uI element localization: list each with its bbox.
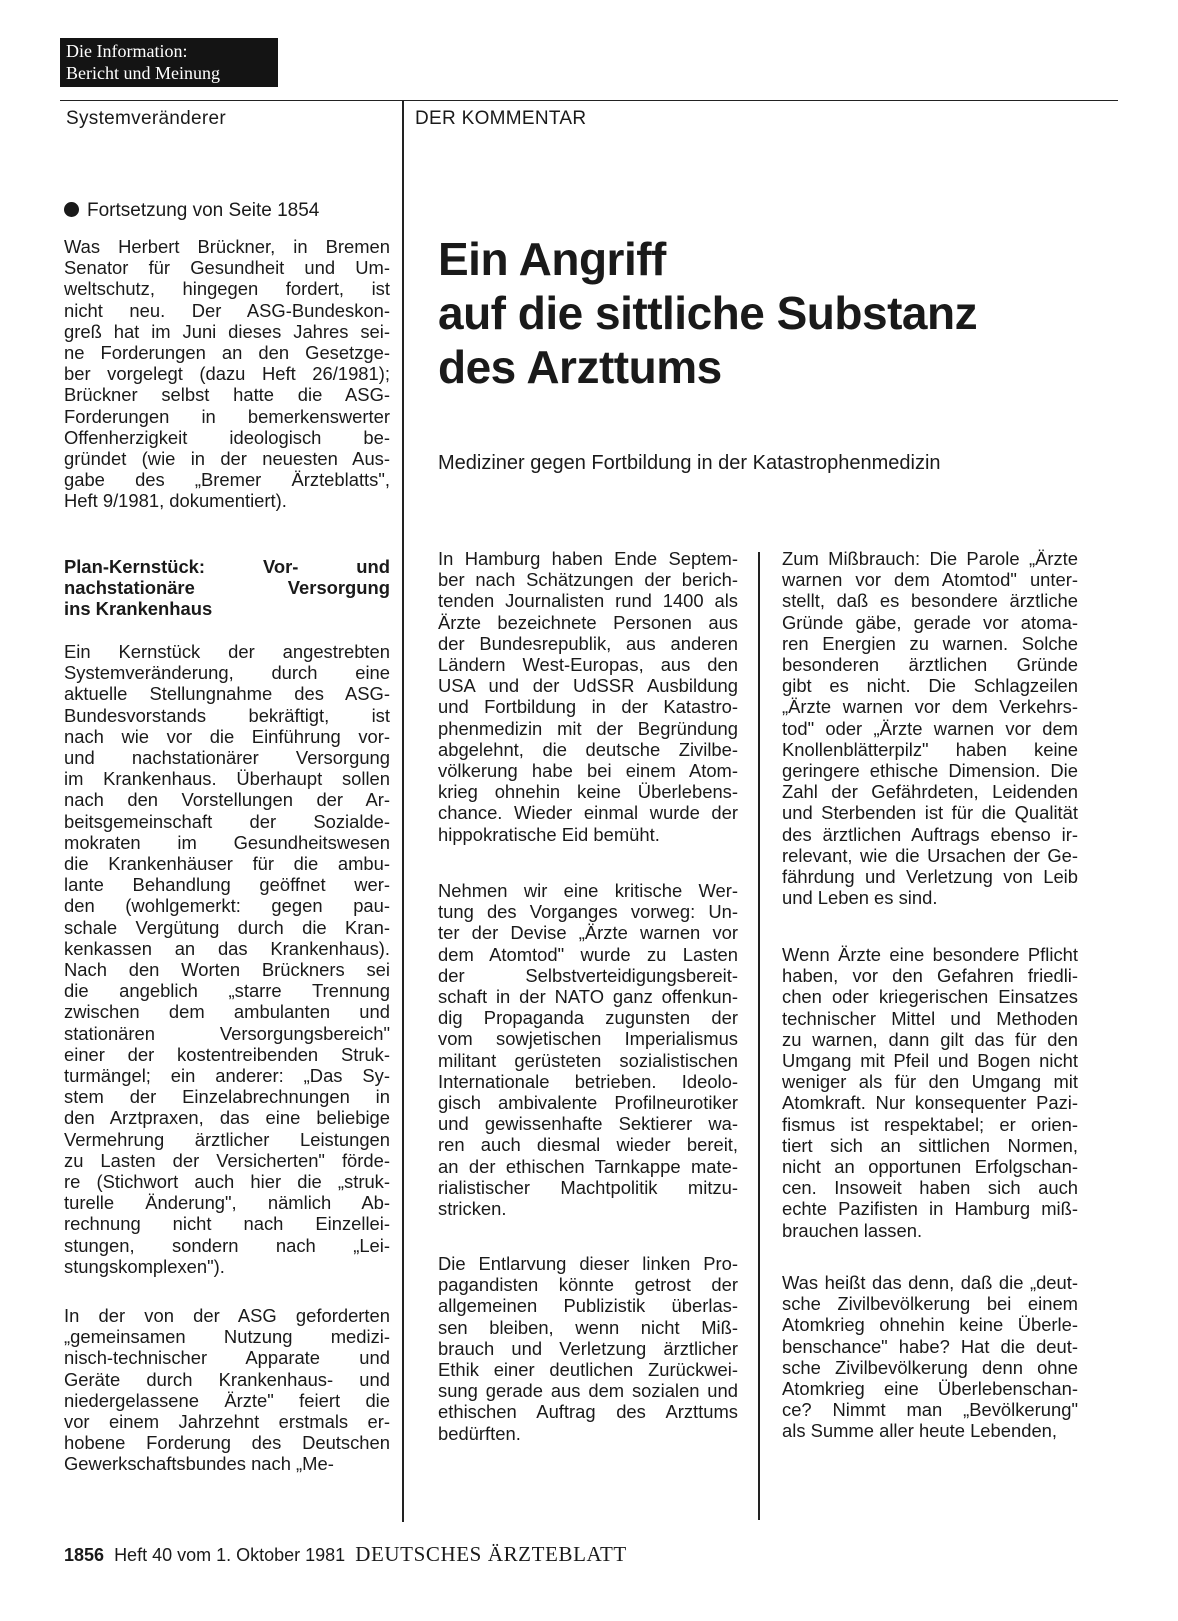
text-line: ins Krankenhaus bbox=[64, 598, 213, 620]
text-line: Was heißt das denn, daß die „deut- bbox=[782, 1272, 1078, 1293]
text-line: ren auch diesmal wieder bereit, bbox=[438, 1134, 738, 1156]
text-line: und gewissenhafte Sektierer wa- bbox=[438, 1113, 738, 1135]
text-line: echte Pazifisten in Hamburg miß- bbox=[782, 1198, 1078, 1220]
text-line: Atomkrieg eine Überlebenschan- bbox=[782, 1378, 1078, 1400]
text-line: Systemveränderung, durch eine bbox=[64, 662, 390, 684]
text-line: Zahl der Gefährdeten, Leidenden bbox=[782, 781, 1078, 803]
col1-paragraph-1 bbox=[64, 236, 390, 512]
headline-line-2: auf die sittliche Substanz bbox=[438, 287, 978, 339]
text-line: nach den Vorstellungen der Ar- bbox=[64, 789, 390, 811]
headline bbox=[438, 232, 1118, 394]
text-line: fismus ist respektabel; er orien- bbox=[782, 1113, 1078, 1135]
text-line: rialistischer Machtpolitik mitzu- bbox=[438, 1176, 738, 1198]
text-line: tiert sich an sittlichen Normen, bbox=[782, 1134, 1078, 1156]
text-line: turelle Änderung", nämlich Ab- bbox=[64, 1192, 390, 1214]
issue-info: Heft 40 vom 1. Oktober 1981 bbox=[114, 1545, 346, 1565]
text-line: an der ethischen Tarnkappe mate- bbox=[438, 1155, 738, 1177]
text-line: haben, vor den Gefahren friedli- bbox=[782, 965, 1078, 987]
text-line: Ethik einer deutlichen Zurückwei- bbox=[438, 1359, 738, 1381]
text-line: Was Herbert Brückner, in Bremen bbox=[64, 236, 390, 257]
text-line: und Fortbildung in der Katastro- bbox=[438, 696, 738, 718]
continuation-text: Fortsetzung von Seite 1854 bbox=[87, 200, 320, 221]
section-label-line-1: Die Information: bbox=[66, 41, 188, 61]
text-line: Plan-Kernstück: Vor- und bbox=[64, 556, 390, 577]
page-footer bbox=[64, 1542, 627, 1567]
text-line: fährdung und Verletzung von Leib bbox=[782, 866, 1078, 888]
bullet-dot-icon bbox=[64, 202, 79, 217]
text-line: nachstationäre Versorgung bbox=[64, 577, 390, 599]
text-line: turmängel; ein anderer: „Das Sy- bbox=[64, 1065, 390, 1087]
text-line: nicht an opportunen Erfolgschan- bbox=[782, 1156, 1078, 1178]
text-line: cen. Insoweit haben sich auch bbox=[782, 1177, 1078, 1199]
text-line: brauchen lassen. bbox=[782, 1219, 923, 1241]
text-line: zu warnen, dann gilt das für den bbox=[782, 1028, 1078, 1050]
text-line: brauch und Verletzung ärztlicher bbox=[438, 1337, 738, 1359]
text-line: des ärztlichen Auftrags ebenso ir- bbox=[782, 823, 1078, 845]
text-line: zu Lasten der Versicherten" förde- bbox=[64, 1149, 390, 1171]
text-line: gisch ambivalente Profilneurotiker bbox=[438, 1092, 738, 1114]
text-line: dig Propaganda zugunsten der bbox=[438, 1007, 738, 1029]
text-line: „gemeinsamen Nutzung medizi- bbox=[64, 1326, 390, 1348]
text-line: besonderen ärztlichen Gründe bbox=[782, 654, 1078, 676]
text-line: In der von der ASG geforderten bbox=[64, 1305, 390, 1326]
text-line: stungskomplexen"). bbox=[64, 1255, 225, 1277]
text-line: stellt, daß es besondere ärztliche bbox=[782, 590, 1078, 612]
col1-paragraph-2 bbox=[64, 641, 390, 1277]
section-label-box bbox=[60, 38, 278, 87]
text-line: beitsgemeinschaft der Sozialde- bbox=[64, 810, 390, 832]
text-line: Gründe gäbe, gerade vor atoma- bbox=[782, 611, 1078, 633]
text-line: rechnung nicht nach Einzellei- bbox=[64, 1213, 390, 1235]
text-line: schaft in der NATO ganz offenkun- bbox=[438, 986, 738, 1008]
col3-paragraph-2 bbox=[782, 944, 1078, 1241]
text-line: chance. Wieder einmal wurde der bbox=[438, 802, 738, 824]
text-line: Ein Kernstück der angestrebten bbox=[64, 641, 390, 662]
text-line: Umgang mit Pfeil und Bogen nicht bbox=[782, 1050, 1078, 1072]
text-line: technischer Mittel und Methoden bbox=[782, 1007, 1078, 1029]
text-line: Forderungen in bemerkenswerter bbox=[64, 405, 390, 427]
text-line: stem der Einzelabrechnungen in bbox=[64, 1086, 390, 1108]
text-line: Zum Mißbrauch: Die Parole „Ärzte bbox=[782, 548, 1078, 569]
text-line: nach wie vor die Einführung vor- bbox=[64, 725, 390, 747]
text-line: im Krankenhaus. Überhaupt sollen bbox=[64, 768, 390, 790]
text-line: relevant, wie die Ursachen der Ge- bbox=[782, 844, 1078, 866]
column-divider-left bbox=[402, 100, 404, 1522]
text-line: einer der kostentreibenden Struk- bbox=[64, 1043, 390, 1065]
text-line: sen bleiben, wenn nicht Miß- bbox=[438, 1316, 738, 1338]
text-line: und Leben es sind. bbox=[782, 887, 938, 909]
commentary-kicker: DER KOMMENTAR bbox=[415, 108, 587, 129]
text-line: Knollenblätterpilz" haben keine bbox=[782, 738, 1078, 760]
text-line: gibt es nicht. Die Schlagzeilen bbox=[782, 675, 1078, 697]
text-line: ber nach Schätzungen der berich- bbox=[438, 569, 738, 591]
text-line: Gewerkschaftsbundes nach „Me- bbox=[64, 1453, 334, 1475]
col2-paragraph-2 bbox=[438, 880, 738, 1219]
text-line: ne Forderungen an den Gesetzge- bbox=[64, 342, 390, 364]
text-line: bedürften. bbox=[438, 1422, 521, 1444]
text-line: nicht neu. Der ASG-Bundeskon- bbox=[64, 299, 390, 321]
text-line: den Arztpraxen, das eine beliebige bbox=[64, 1107, 390, 1129]
text-line: In Hamburg haben Ende Septem- bbox=[438, 548, 738, 569]
text-line: chen oder kriegerischen Einsatzes bbox=[782, 986, 1078, 1008]
section-label-line-2: Bericht und Meinung bbox=[66, 63, 220, 83]
text-line: weltschutz, hingegen fordert, ist bbox=[64, 278, 390, 300]
text-line: als Summe aller heute Lebenden, bbox=[782, 1420, 1058, 1442]
text-line: Bundesvorstands bekräftigt, ist bbox=[64, 704, 390, 726]
text-line: pagandisten könnte getrost der bbox=[438, 1274, 738, 1296]
text-line: vom sowjetischen Imperialismus bbox=[438, 1028, 738, 1050]
text-line: tung des Vorganges vorweg: Un- bbox=[438, 901, 738, 923]
text-line: stungen, sondern nach „Lei- bbox=[64, 1234, 390, 1256]
text-line: Die Entlarvung dieser linken Pro- bbox=[438, 1253, 738, 1274]
text-line: schale Vergütung durch die Kran- bbox=[64, 916, 390, 938]
text-line: die angeblich „starre Trennung bbox=[64, 980, 390, 1002]
text-line: sung gerade aus dem sozialen und bbox=[438, 1380, 738, 1402]
col3-paragraph-1 bbox=[782, 548, 1078, 908]
text-line: phenmedizin mit der Begründung bbox=[438, 717, 738, 739]
text-line: Geräte durch Krankenhaus- und bbox=[64, 1368, 390, 1390]
text-line: stricken. bbox=[438, 1198, 507, 1220]
text-line: mokraten im Gesundheitswesen bbox=[64, 831, 390, 853]
text-line: abgelehnt, die deutsche Zivilbe- bbox=[438, 738, 738, 760]
text-line: ce? Nimmt man „Bevölkerung" bbox=[782, 1399, 1078, 1421]
text-line: greß hat im Juni dieses Jahres sei- bbox=[64, 320, 390, 342]
magazine-name: DEUTSCHES ÄRZTEBLATT bbox=[355, 1542, 627, 1566]
text-line: der Selbstverteidigungsbereit- bbox=[438, 964, 738, 986]
text-line: nisch-technischer Apparate und bbox=[64, 1347, 390, 1369]
text-line: völkerung habe bei einem Atom- bbox=[438, 760, 738, 782]
text-line: hobene Forderung des Deutschen bbox=[64, 1432, 390, 1454]
text-line: aktuelle Stellungnahme des ASG- bbox=[64, 683, 390, 705]
text-line: die Krankenhäuser für die ambu- bbox=[64, 853, 390, 875]
page-number: 1856 bbox=[64, 1545, 105, 1565]
col1-paragraph-3 bbox=[64, 1305, 390, 1475]
text-line: ter der Devise „Ärzte warnen vor bbox=[438, 922, 738, 944]
text-line: kenkassen an das Krankenhaus). bbox=[64, 937, 390, 959]
text-line: hippokratische Eid bemüht. bbox=[438, 823, 660, 845]
left-kicker: Systemveränderer bbox=[66, 108, 227, 129]
column-divider-right bbox=[758, 552, 760, 1520]
continuation-note bbox=[64, 200, 319, 222]
text-line: Atomkraft. Nur konsequenter Pazi- bbox=[782, 1092, 1078, 1114]
text-line: tenden Journalisten rund 1400 als bbox=[438, 590, 738, 612]
text-line: re (Stichwort auch hier die „struk- bbox=[64, 1171, 390, 1193]
text-line: niedergelassene Ärzte" feiert die bbox=[64, 1389, 390, 1411]
text-line: gabe des „Bremer Ärzteblatts", bbox=[64, 469, 390, 491]
text-line: lante Behandlung geöffnet wer- bbox=[64, 874, 390, 896]
text-line: vor einem Jahrzehnt erstmals er- bbox=[64, 1411, 390, 1433]
text-line: allgemeinen Publizistik überlas- bbox=[438, 1295, 738, 1317]
text-line: Brückner selbst hatte die ASG- bbox=[64, 384, 390, 406]
text-line: Ländern West-Europas, aus den bbox=[438, 654, 738, 676]
text-line: Heft 9/1981, dokumentiert). bbox=[64, 490, 287, 512]
text-line: den (wohlgemerkt: gegen pau- bbox=[64, 895, 390, 917]
text-line: benschance" habe? Hat die deut- bbox=[782, 1335, 1078, 1357]
col1-subhead bbox=[64, 556, 390, 620]
text-line: sche Zivilbevölkerung bei einem bbox=[782, 1293, 1078, 1315]
text-line: sche Zivilbevölkerung denn ohne bbox=[782, 1356, 1078, 1378]
text-line: warnen vor dem Atomtod" unter- bbox=[782, 569, 1078, 591]
text-line: Offenherzigkeit ideologisch be- bbox=[64, 426, 390, 448]
top-rule bbox=[60, 100, 1118, 101]
text-line: krieg ohnehin keine Überlebens- bbox=[438, 781, 738, 803]
text-line: Nach den Worten Brückners sei bbox=[64, 959, 390, 981]
text-line: tod" oder „Ärzte warnen vor dem bbox=[782, 717, 1078, 739]
text-line: und Sterbenden ist für die Qualität bbox=[782, 802, 1078, 824]
text-line: zwischen dem ambulanten und bbox=[64, 1001, 390, 1023]
subtitle: Mediziner gegen Fortbildung in der Katastrophenmedizin bbox=[438, 452, 941, 474]
text-line: „Ärzte warnen vor dem Verkehrs- bbox=[782, 696, 1078, 718]
col2-paragraph-3 bbox=[438, 1253, 738, 1444]
col3-paragraph-3 bbox=[782, 1272, 1078, 1442]
text-line: Internationale betrieben. Ideolo- bbox=[438, 1070, 738, 1092]
text-line: Senator für Gesundheit und Um- bbox=[64, 257, 390, 279]
headline-line-1: Ein Angriff bbox=[438, 233, 666, 285]
text-line: USA und der UdSSR Ausbildung bbox=[438, 675, 738, 697]
text-line: weniger als für den Umgang mit bbox=[782, 1071, 1078, 1093]
text-line: der Bundesrepublik, aus anderen bbox=[438, 632, 738, 654]
text-line: Vermehrung ärztlicher Leistungen bbox=[64, 1128, 390, 1150]
text-line: gründet (wie in der neuesten Aus- bbox=[64, 448, 390, 470]
text-line: und nachstationärer Versorgung bbox=[64, 747, 390, 769]
text-line: ren Energien zu warnen. Solche bbox=[782, 632, 1078, 654]
text-line: Nehmen wir eine kritische Wer- bbox=[438, 880, 738, 901]
text-line: Ärzte bezeichnete Personen aus bbox=[438, 611, 738, 633]
col2-paragraph-1 bbox=[438, 548, 738, 845]
text-line: dem Atomtod" wurde zu Lasten bbox=[438, 943, 738, 965]
text-line: ethischen Auftrag des Arzttums bbox=[438, 1401, 738, 1423]
headline-line-3: des Arzttums bbox=[438, 341, 722, 393]
text-line: Atomkrieg ohnehin keine Überle- bbox=[782, 1314, 1078, 1336]
text-line: stationären Versorgungsbereich" bbox=[64, 1022, 390, 1044]
text-line: militant gerüsteten sozialistischen bbox=[438, 1049, 738, 1071]
text-line: Wenn Ärzte eine besondere Pflicht bbox=[782, 944, 1078, 965]
text-line: geringere ethische Dimension. Die bbox=[782, 760, 1078, 782]
text-line: ber vorgelegt (dazu Heft 26/1981); bbox=[64, 363, 390, 385]
